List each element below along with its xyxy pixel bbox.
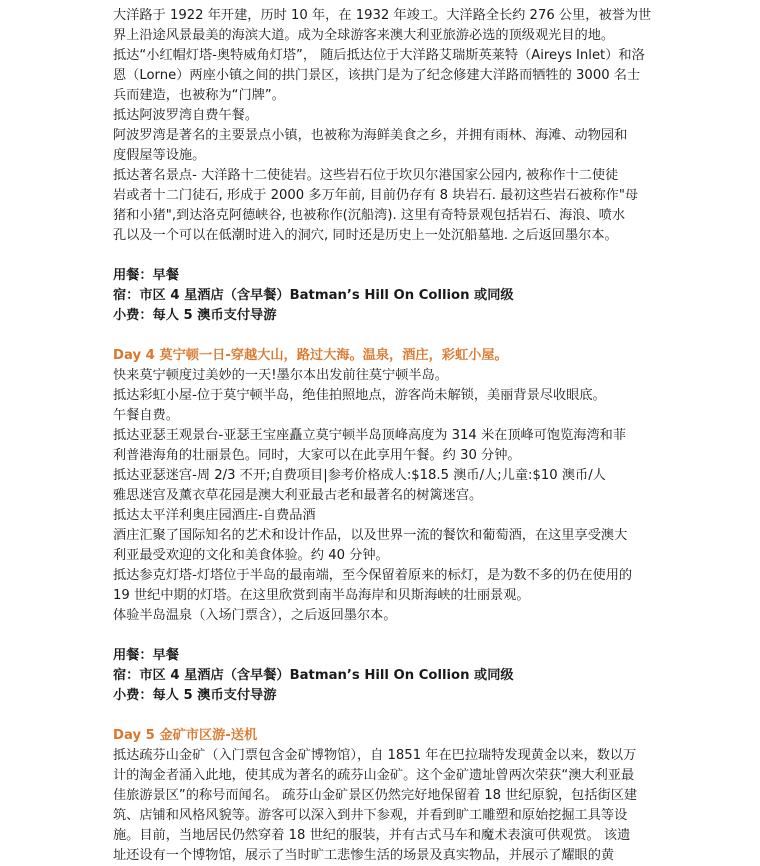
paragraph-line: 体验半岛温泉（入场门票含），之后返回墨尔本。 [113,608,397,623]
tip-info: 小费：每人 5 澳币支付导游 [113,308,277,323]
paragraph-line: 阿波罗湾是著名的主要景点小镇，也被称为海鲜美食之乡，并拥有雨林、海滩、动物园和 [113,128,628,143]
paragraph-line: 施。目前，当地居民仍然穿着 18 世纪的服装，并有古式马车和魔术表演可供观赏。 该遗 [113,828,631,843]
paragraph-line: 岩或者十二门徒石, 形成于 2000 多万年前, 目前仍存有 8 块岩石. 最初这些岩石被称作"母 [113,188,639,203]
paragraph-line: 大洋路于 1922 年开建，历时 10 年，在 1932 年竣工。大洋路全长约 276 公里，被誉为世 [113,8,652,23]
paragraph-line: 抵达阿波罗湾自费午餐。 [113,108,259,123]
paragraph-line: 计的淘金者涌入此地，使其成为著名的疏芬山金矿。这个金矿遗址曾两次荣获“澳大利亚最 [113,768,635,783]
hotel-info: 宿：市区 4 星酒店（含早餐）Batman’s Hill On Collion 或同级 [113,668,514,683]
day4-info-block [113,646,653,706]
paragraph-line: 利亚最受欢迎的文化和美食体验。约 40 分钟。 [113,548,389,563]
tip-info: 小费：每人 5 澳币支付导游 [113,688,277,703]
paragraph-line: 19 世纪中期的灯塔。在这里欣赏到南半岛海岸和贝斯海峡的壮丽景观。 [113,588,530,603]
paragraph-line: 孔以及一个可以在低潮时进入的洞穴, 同时还是历史上一处沉船墓地. 之后返回墨尔本。 [113,228,618,243]
paragraph-line: 佳旅游景区”的称号而闻名。 疏芬山金矿景区仍然完好地保留着 18 世纪原貌，包括街区建 [113,788,638,803]
paragraph-line: 抵达著名景点- 大洋路十二使徒岩。这些岩石位于坎贝尔港国家公园内, 被称作十二使徒 [113,168,619,183]
paragraph-line: 快来莫宁顿度过美妙的一天!墨尔本出发前往莫宁顿半岛。 [113,368,448,383]
day3-info-block [113,266,653,326]
paragraph-line: 抵达疏芬山金矿（入门票包含金矿博物馆），自 1851 年在巴拉瑞特发现黄金以来，数以万 [113,748,637,763]
paragraph-line: 抵达“小红帽灯塔-奥特威角灯塔”， 随后抵达位于大洋路艾瑞斯英莱特（Aireys Inlet）和洛 [113,48,645,63]
paragraph-line: 雅思迷宫及薰衣草花园是澳大利亚最古老和最著名的树篱迷宫。 [113,488,483,503]
paragraph-line: 酒庄汇聚了国际知名的艺术和设计作品，以及世界一流的餐饮和葡萄酒，在这里享受澳大 [113,528,628,543]
paragraph-line: 抵达彩虹小屋-位于莫宁顿半岛，绝佳拍照地点，游客尚未解锁，美丽背景尽收眼底。 [113,388,606,403]
paragraph-line: 利普港海角的壮丽景色。同时，大家可以在此享用午餐。约 30 分钟。 [113,448,521,463]
spacer [113,626,653,646]
paragraph-line: 午餐自费。 [113,408,179,423]
paragraph-line: 猪和小猪",到达洛克阿德峡谷, 也被称作(沉船湾). 这里有奇特景观包括岩石、海浪、喷水 [113,208,626,223]
meals-info: 用餐：早餐 [113,268,179,283]
spacer [113,326,653,346]
paragraph-line: 址还设有一个博物馆，展示了当时旷工悲惨生活的场景及真实物品，并展示了耀眼的黄 [113,848,615,863]
spacer [113,706,653,726]
paragraph-line: 度假屋等设施。 [113,148,206,163]
hotel-info: 宿：市区 4 星酒店（含早餐）Batman’s Hill On Collion 或同级 [113,288,514,303]
day5-description [113,746,653,866]
paragraph-line: 恩（Lorne）两座小镇之间的拱门景区，该拱门是为了纪念修建大洋路而牺牲的 3000 名士 [113,68,641,83]
paragraph-line: 兵而建造，也被称为“门牌”。 [113,88,285,103]
paragraph-line: 抵达太平洋利奥庄园酒庄-自费品酒 [113,508,316,523]
spacer [113,246,653,266]
paragraph-line: 筑、店铺和风格风貌等。游客可以深入到井下参观，并看到旷工雕塑和原始挖掘工具等设 [113,808,628,823]
paragraph-line: 抵达亚瑟迷宫-周 2/3 不开;自费项目|参考价格成人:$18.5 澳币/人;儿童:$10 澳币/人 [113,468,606,483]
paragraph-line: 界上沿途风景最美的海滨大道。成为全球游客来澳大利亚旅游必选的顶级观光目的地。 [113,28,615,43]
great-ocean-road-description [113,6,653,246]
paragraph-line: 抵达亚瑟王观景台-亚瑟王宝座矗立莫宁顿半岛顶峰高度为 314 米在顶峰可饱览海湾和菲 [113,428,627,443]
itinerary-document [113,6,653,866]
day4-title: Day 4 莫宁顿一日-穿越大山，路过大海。温泉，酒庄，彩虹小屋。 [113,348,508,363]
meals-info: 用餐：早餐 [113,648,179,663]
day5-title: Day 5 金矿市区游-送机 [113,728,258,743]
day4-description [113,366,653,626]
paragraph-line: 抵达参克灯塔-灯塔位于半岛的最南端，至今保留着原来的标灯，是为数不多的仍在使用的 [113,568,633,583]
